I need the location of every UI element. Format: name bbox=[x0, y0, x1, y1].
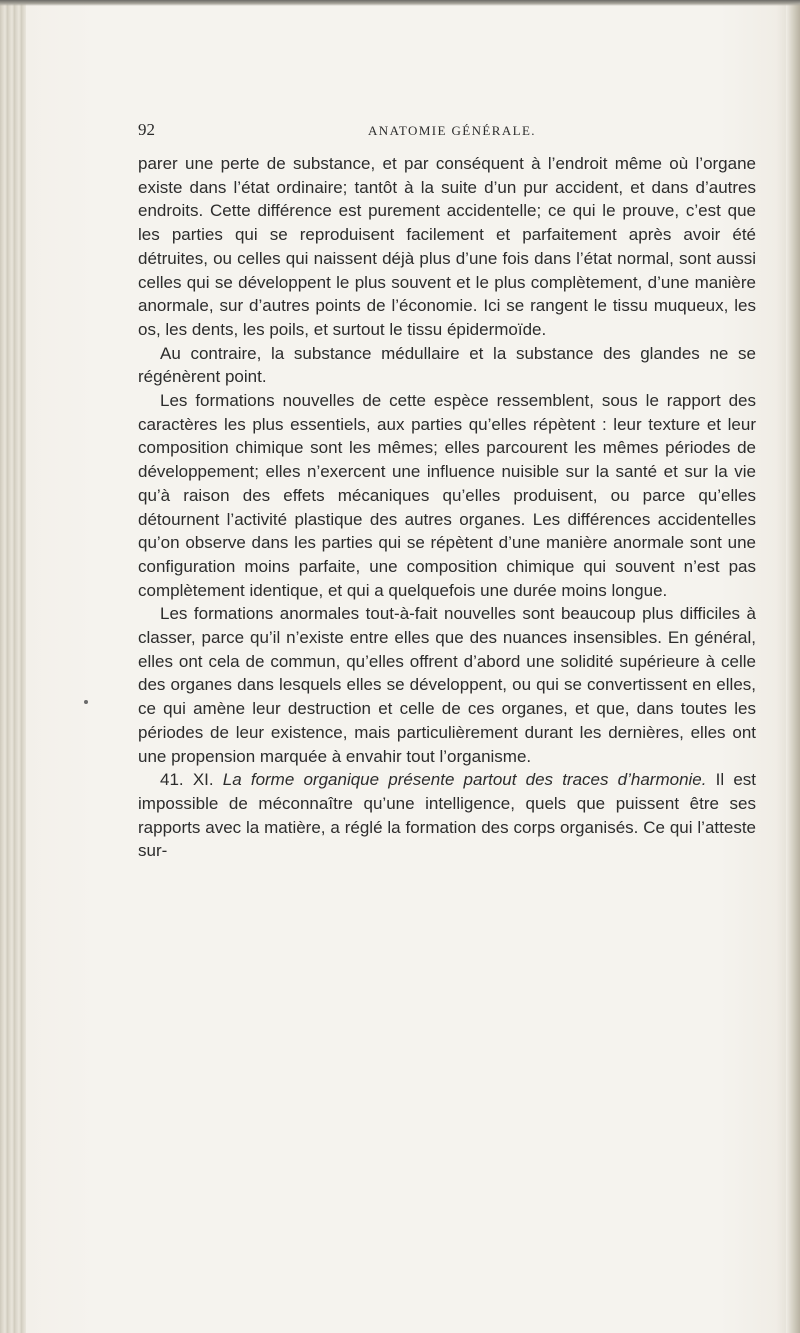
paragraph: Les formations nouvelles de cette espèce ressemblent, sous le rapport des caractères les plus essentiels, aux parties qu’elles répètent : leur texture et leur composition chimique sont les mêmes; elles parcourent les mêmes périodes de développement; elles n’exercent une influence nuisible sur la santé et sur la vie qu’à raison des effets mécaniques qu’elles produisent, ou parce qu’elles détournent l’activité plastique des autres organes. Les différences accidentelles qu’on observe dans les parties qui se répètent d’une manière anormale sont une configuration moins parfaite, une composition chimique qui souvent n’est pas complètement identique, et qui a quelquefois une durée moins longue. bbox=[138, 391, 756, 600]
section-paragraph bbox=[138, 768, 756, 863]
paragraph: Les formations anormales tout-à-fait nouvelles sont beaucoup plus difficiles à classer, parce qu’il n’existe entre elles que des nuances insensibles. En général, elles ont cela de commun, qu’elles offrent d’abord une solidité supérieure à celle des organes dans lesquels elles se développent, ou qui se convertissent en elles, ce qui amène leur destruction et celle de ces organes, et que, dans toutes les périodes de leur existence, mais particulièrement durant les dernières, elles ont une propension marquée à envahir tout l’organisme. bbox=[138, 604, 756, 766]
body-text bbox=[138, 152, 756, 863]
page-edge bbox=[786, 0, 800, 1333]
section-number: XI. bbox=[192, 770, 214, 790]
paragraph: Au contraire, la substance médullaire et la substance des glandes ne se régénèrent point. bbox=[138, 343, 756, 387]
section-title: La forme organique présente partout des traces d’harmonie. bbox=[222, 770, 707, 790]
binding-edge bbox=[0, 0, 26, 1333]
paragraph-continuation: parer une perte de substance, et par conséquent à l’endroit même où l’organe existe dans l’état ordinaire; tantôt à la suite d’un pur accident, et dans d’autres endroits. Cette différence est purement accidentelle; ce qui le prouve, c’est que les parties qui se reproduisent facilement et parfaitement après avoir été détruites, ou celles qui naissent déjà plus d’une fois dans l’état normal, sont aussi celles qui se développent le plus souvent et le plus complètement, d’une manière anormale, sur d’autres points de l’économie. Ici se rangent le tissu muqueux, les os, les dents, les poils, et surtout le tissu épidermoïde. bbox=[138, 154, 756, 339]
top-shadow bbox=[0, 0, 800, 6]
page-header bbox=[138, 120, 778, 144]
paragraph-number: 41. bbox=[160, 770, 184, 790]
running-head: ANATOMIE GÉNÉRALE. bbox=[368, 123, 536, 138]
page-number: 92 bbox=[138, 120, 155, 139]
ink-dot bbox=[84, 700, 88, 704]
section-text: Il est impossible de méconnaître qu’une intelligence, quels que puissent être ses rapports avec la matière, a réglé la formation des corps organisés. Ce qui l’atteste sur- bbox=[138, 770, 756, 861]
